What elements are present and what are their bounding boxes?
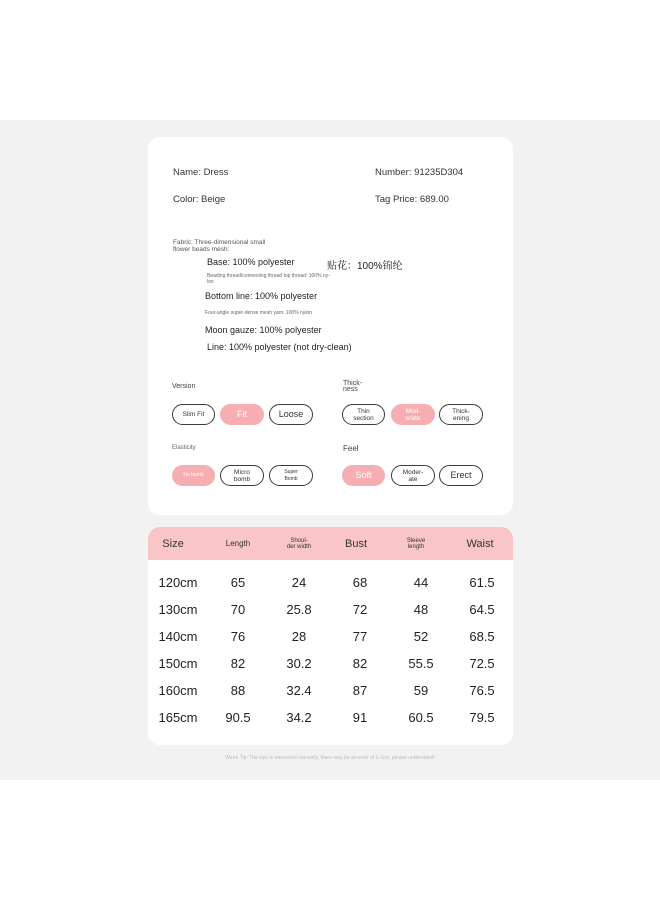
version-option-slim-fit[interactable]: Slim Fit <box>172 404 215 425</box>
table-cell: 130cm <box>158 602 198 617</box>
warm-tip-footnote: Warm Tip: The size is measured manually, there may be an error of 1-2cm, please understand! <box>225 755 435 761</box>
version-label: Version <box>172 383 196 390</box>
fabric-beading: Beading thread/connecting thread top thread: 100% ny- lon <box>207 273 330 285</box>
size-table-header <box>148 527 513 560</box>
table-cell: 34.2 <box>286 710 312 725</box>
table-cell: 30.2 <box>286 656 312 671</box>
product-color: Color: Beige <box>173 194 226 205</box>
table-cell: 32.4 <box>286 683 312 698</box>
thickness-option-thin-section[interactable]: Thin section <box>342 404 385 425</box>
table-cell: 160cm <box>158 683 198 698</box>
table-cell: 120cm <box>158 575 198 590</box>
version-option-loose[interactable]: Loose <box>269 404 313 425</box>
table-cell: 165cm <box>158 710 198 725</box>
table-cell: 52 <box>413 629 429 644</box>
table-cell: 88 <box>230 683 246 698</box>
header-bust: Bust <box>344 537 368 550</box>
table-cell: 76.5 <box>469 683 495 698</box>
header-length: Length <box>225 538 251 548</box>
elasticity-option-no-bomb[interactable]: No bomb <box>172 465 215 486</box>
table-cell: 82 <box>230 656 246 671</box>
table-cell: 140cm <box>158 629 198 644</box>
table-cell: 91 <box>352 710 368 725</box>
thickness-option-moderate[interactable]: Mod- erate <box>391 404 435 425</box>
elasticity-option-super-bomb[interactable]: Super Bomb <box>269 465 313 486</box>
header-sleeve-length: Sleeve length <box>406 537 426 550</box>
thickness-option-thickening[interactable]: Thick- ening <box>439 404 483 425</box>
fabric-base: Base: 100% polyester <box>207 257 295 267</box>
version-option-fit[interactable]: Fit <box>220 404 264 425</box>
product-info-card <box>148 137 513 515</box>
table-cell: 55.5 <box>408 656 434 671</box>
fabric-applique-note: 贴花：100%锦纶 <box>327 261 403 272</box>
table-cell: 150cm <box>158 656 198 671</box>
elasticity-label: Elasticity <box>172 445 196 451</box>
table-cell: 72 <box>352 602 368 617</box>
table-cell: 79.5 <box>469 710 495 725</box>
tag-price: Tag Price: 689.00 <box>375 194 449 205</box>
table-cell: 65 <box>230 575 246 590</box>
product-name: Name: Dress <box>173 167 229 178</box>
table-cell: 68 <box>352 575 368 590</box>
elasticity-option-micro-bomb[interactable]: Micro bomb <box>220 465 264 486</box>
fabric-bottom-line: Bottom line: 100% polyester <box>205 291 318 301</box>
table-cell: 64.5 <box>469 602 495 617</box>
table-cell: 48 <box>413 602 429 617</box>
table-cell: 28 <box>291 629 307 644</box>
header-shoulder-width: Shoul- der width <box>286 537 312 550</box>
table-cell: 87 <box>352 683 368 698</box>
size-table <box>148 527 513 745</box>
table-cell: 59 <box>413 683 429 698</box>
feel-label: Feel <box>343 444 359 453</box>
feel-option-moderate[interactable]: Moder- ate <box>391 465 435 486</box>
feel-option-erect[interactable]: Erect <box>439 465 483 486</box>
fabric-four-angle: Four-angle super-dense mesh yarn: 100% nylon <box>205 310 313 316</box>
fabric-title: Fabric: Three-dimensional small flower beads mesh: <box>173 239 266 253</box>
product-number: Number: 91235D304 <box>375 167 464 178</box>
table-cell: 72.5 <box>469 656 495 671</box>
table-cell: 82 <box>352 656 368 671</box>
thickness-label: Thick- ness <box>343 380 363 393</box>
table-cell: 61.5 <box>469 575 495 590</box>
fabric-moon-gauze: Moon gauze: 100% polyester <box>205 325 322 335</box>
feel-option-soft[interactable]: Soft <box>342 465 385 486</box>
fabric-line: Line: 100% polyester (not dry-clean) <box>207 342 352 352</box>
header-waist: Waist <box>466 537 494 550</box>
table-cell: 90.5 <box>225 710 251 725</box>
table-cell: 44 <box>413 575 429 590</box>
table-cell: 24 <box>291 575 307 590</box>
table-cell: 76 <box>230 629 246 644</box>
table-cell: 70 <box>230 602 246 617</box>
table-cell: 68.5 <box>469 629 495 644</box>
table-cell: 60.5 <box>408 710 434 725</box>
table-cell: 77 <box>352 629 368 644</box>
table-cell: 25.8 <box>286 602 312 617</box>
header-size: Size <box>162 537 184 550</box>
